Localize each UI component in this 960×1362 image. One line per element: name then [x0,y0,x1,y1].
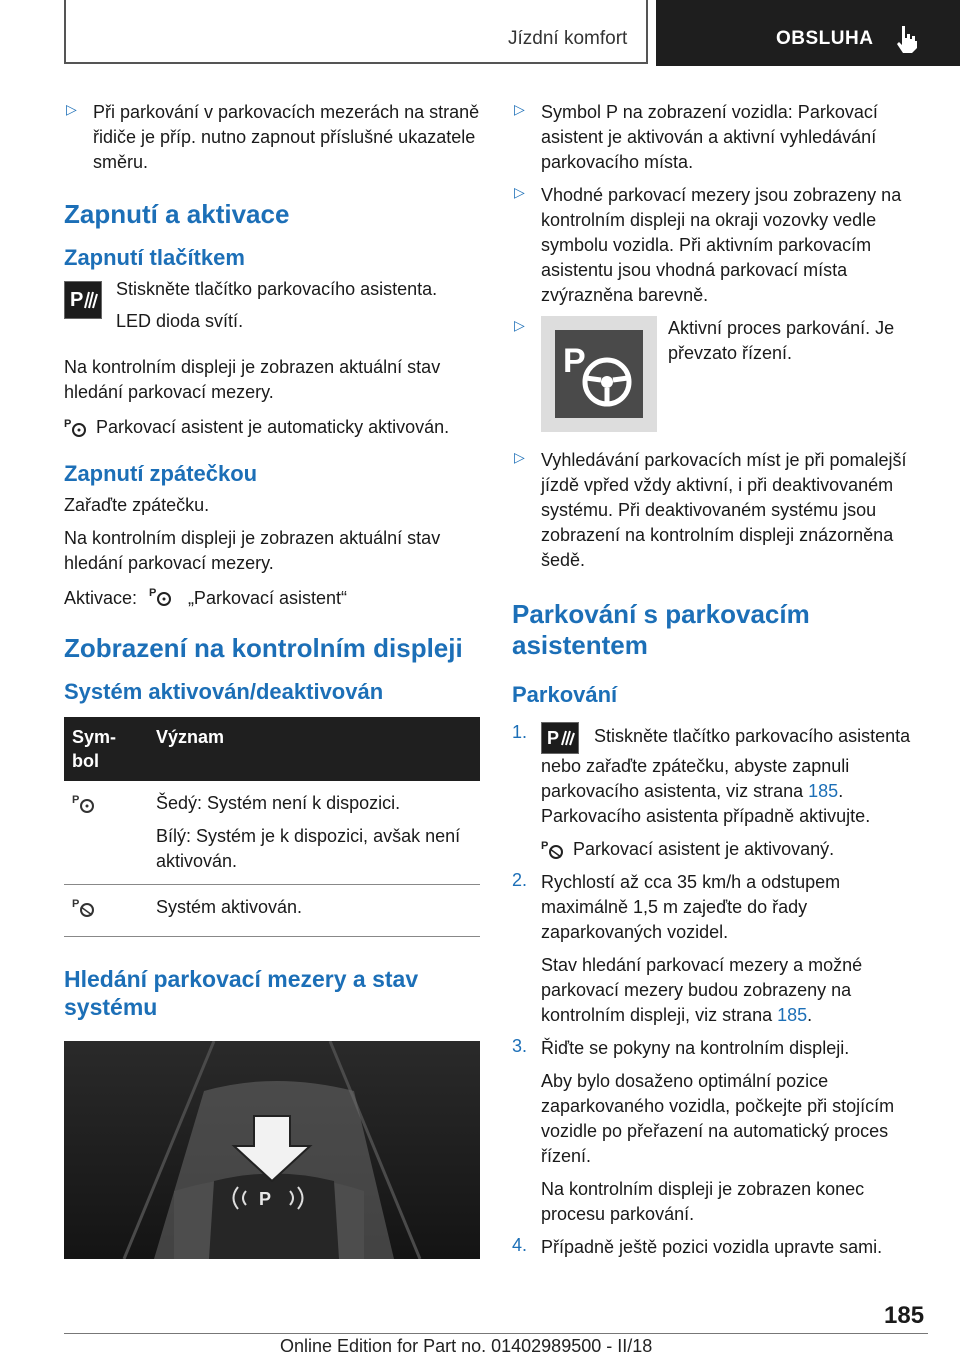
footer-edition: Online Edition for Part no. 01402989500 - II/18 [280,1336,653,1356]
bullet-marker-icon: ▷ [514,184,525,200]
hand-pointer-icon [894,24,920,54]
list-item [512,1235,928,1260]
svg-text:P: P [64,418,72,430]
table-cell-text: Systém aktivován. [156,897,303,917]
list-item [512,183,928,308]
table-header-symbol: Sym-bol [64,717,148,781]
parking-display-illustration [64,1041,480,1259]
parking-assist-active-icon [541,837,567,861]
table-header-meaning: Význam [148,717,480,781]
activation-line [64,584,480,611]
header-section-title: Jízdní komfort [508,28,628,49]
page-number: 185 [884,1302,925,1329]
svg-text:P: P [149,587,157,599]
page-link[interactable]: 185 [808,781,839,801]
button-instruction [64,277,480,341]
step-text: . Parkovacího asistenta případně aktivujte. [541,781,871,826]
heading-search: Hledání parkovací mezery a stav systému [64,966,419,1020]
svg-text:P: P [259,1189,272,1209]
left-column [64,100,480,1259]
bullet-marker-icon: ▷ [514,101,525,117]
activation-label: Aktivace: [64,588,138,608]
table-cell-text: Bílý: Systém je k dispozici, avšak není aktivován. [156,826,461,871]
list-item: 2. Rychlostí až cca 35 km/h a odstupem maximálně 1,5 m zajeďte do řady zaparkovaných vozidel. Stav hledání parkovací mezery a možné parkovací mezery budou zobrazeny na kontrolním displeji, viz strana 185. [512,870,928,1028]
bullet-marker-icon: ▷ [514,449,525,465]
header-chapter-title: OBSLUHA [776,28,874,49]
step-subtext: Na kontrolním displeji je zobrazen konec procesu parkování. [541,1179,865,1224]
step-number: 1. [512,722,528,742]
bullet-text: Vhodné parkovací mezery jsou zobrazeny na kontrolním displeji na okraji vozovky vedle symbolu vozidla. Při aktivním parkovacím asistentu jsou vhodná parkovací místa zvýrazněna barevně. [541,185,902,305]
parking-assist-active-icon [72,895,98,919]
step-text: Případně ještě pozici vozidla upravte sami. [541,1237,883,1257]
svg-text:P: P [547,728,560,748]
button-text-1: Stiskněte tlačítko parkovacího asistenta. [116,279,438,299]
parking-assist-button-icon [64,281,102,319]
parking-steering-symbol-icon [541,316,657,432]
footer-divider [64,1333,928,1334]
parking-assist-button-icon [541,722,579,754]
bullet-text: Při parkování v parkovacích mezerách na straně řidiče je příp. nutno zapnout příslušné ukazatele směru. [93,102,480,172]
auto-activation-line [64,415,480,440]
step-text: Stiskněte tlačítko parkovacího asistenta nebo zařaďte zpátečku, abyste zapnuli parkovacího asistenta, viz strana [541,726,911,801]
paragraph-display-2: Na kontrolním displeji je zobrazen aktuální stav hledání parkovací mezery. [64,528,441,573]
heading-activation: Zapnutí a aktivace [64,199,290,229]
heading-button: Zapnutí tlačítkem [64,245,245,270]
header-tab-chapter [656,0,960,66]
bullet-marker-icon: ▷ [514,317,525,333]
table-row [64,885,480,937]
bullet-marker-icon: ▷ [66,101,77,117]
auto-activation-text: Parkovací asistent je automaticky aktivován. [96,417,450,437]
list-item [512,100,928,175]
svg-text:P: P [72,898,80,910]
heading-display: Zobrazení na kontrolním displeji [64,633,463,663]
heading-reverse: Zapnutí zpátečkou [64,461,258,486]
step-number: 2. [512,870,528,890]
step-subtext: Aby bylo dosaženo optimální pozice zaparkovaného vozidla, počkejte při stojícím vozidle po přeřazení na automatický proces řízení. [541,1071,895,1166]
heading-parking: Parkování [512,682,618,707]
symbol-table [64,717,480,937]
heading-system: Systém aktivován/deaktivován [64,679,384,704]
parking-assist-symbol-icon [149,584,175,608]
bullet-text: Aktivní proces parkování. Je převzato řízení. [668,318,895,363]
list-item [512,1036,928,1227]
table-cell-text: Šedý: Systém není k dispozici. [156,793,401,813]
button-text-2: LED dioda svítí. [116,311,244,331]
svg-text:P: P [72,794,80,806]
step-number: 3. [512,1036,528,1056]
activation-value: „Parkovací asistent“ [187,588,347,608]
paragraph-display-1: Na kontrolním displeji je zobrazen aktuální stav hledání parkovací mezery. [64,357,441,402]
bullet-text: Symbol P na zobrazení vozidla: Parkovací asistent je aktivován a aktivní vyhledávání parkovacího místa. [541,102,878,172]
page-link[interactable]: 185 [777,1005,808,1025]
heading-parking-assist: Parkování s parkovacím asistentem [512,599,810,660]
list-item [512,316,928,436]
list-item [64,100,480,175]
table-row [64,781,480,885]
list-item [512,448,928,573]
parking-assist-symbol-icon [64,415,90,439]
step-text: Řiďte se pokyny na kontrolním displeji. [541,1038,850,1058]
paragraph-reverse: Zařaďte zpátečku. [64,495,210,515]
step-number: 4. [512,1235,528,1255]
step-subtext: Parkovací asistent je aktivovaný. [573,839,835,859]
svg-text:P: P [563,342,586,380]
header-tab-section [64,0,648,64]
svg-text:P: P [541,840,549,852]
right-column [512,100,928,1268]
bullet-text: Vyhledávání parkovacích míst je při pomalejší jízdě vpřed vždy aktivní, i při deaktivovaném systému. Při deaktivovaném systému jsou zobrazení na kontrolním displeji znázorněna šedě. [541,450,907,570]
svg-text:P: P [70,289,84,311]
step-subtext: Stav hledání parkovací mezery a možné parkovací mezery budou zobrazeny na kontrolním displeji, viz strana [541,955,863,1025]
list-item [512,722,928,862]
step-text: Rychlostí až cca 35 km/h a odstupem maximálně 1,5 m zajeďte do řady zaparkovaných vozidel. [541,872,841,942]
parking-assist-gray-icon [72,791,98,815]
